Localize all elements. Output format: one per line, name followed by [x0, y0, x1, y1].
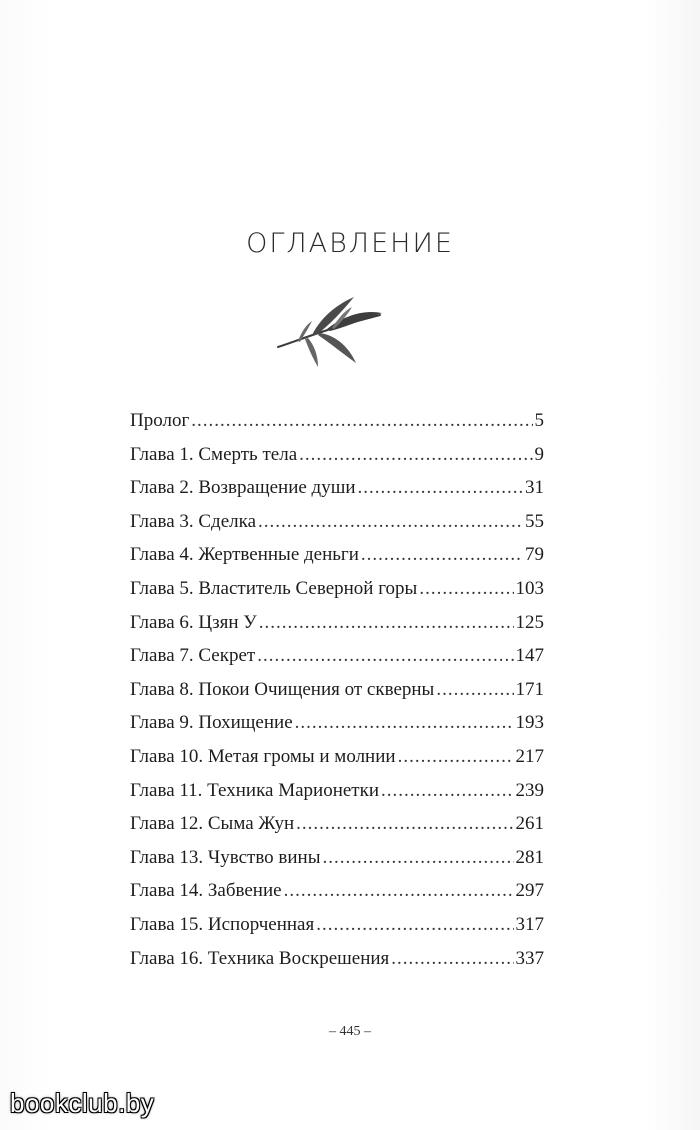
toc-entry	[130, 477, 544, 511]
toc-entry-title: Глава 7. Секрет	[130, 645, 256, 667]
toc-entry-page: 147	[515, 645, 544, 667]
toc-entry-title: Глава 3. Сделка	[130, 510, 257, 532]
toc-entry-title: Глава 15. Испорченная	[130, 913, 315, 935]
toc-leader-dots	[391, 948, 513, 970]
toc-entry-page: 103	[515, 577, 544, 599]
toc-entry	[130, 544, 544, 578]
toc-entry	[130, 612, 544, 646]
toc-leader-dots	[296, 813, 513, 835]
toc-leader-dots	[398, 746, 514, 768]
toc-entry-page: 55	[525, 510, 544, 532]
toc-entry	[130, 880, 544, 914]
toc-entry-page: 5	[534, 410, 544, 431]
toc-entry-page: 171	[515, 678, 544, 700]
toc-entry-title: Глава 6. Цзян У	[130, 611, 257, 633]
toc-entry-page: 79	[525, 544, 544, 566]
watermark: bookclub.by	[10, 1088, 155, 1118]
toc-entry-title: Глава 10. Метая громы и молнии	[130, 745, 396, 767]
toc-entry	[130, 847, 544, 881]
toc-leader-dots	[258, 511, 523, 533]
toc-leader-dots	[191, 410, 532, 432]
toc-entry	[130, 410, 544, 444]
toc-entry-page: 281	[515, 846, 544, 868]
toc-entry-title: Глава 8. Покои Очищения от скверны	[130, 678, 435, 700]
toc-entry-title: Глава 5. Властитель Северной горы	[130, 577, 418, 599]
toc-leader-dots	[322, 847, 513, 869]
toc-entry-page: 193	[515, 712, 544, 734]
toc-entry-title: Глава 2. Возвращение души	[130, 477, 356, 499]
toc-leader-dots	[419, 578, 513, 600]
toc-entry-title: Глава 14. Забвение	[130, 880, 282, 902]
bamboo-leaf-icon	[272, 295, 387, 370]
toc-leader-dots	[358, 477, 523, 499]
toc-leader-dots	[361, 544, 523, 566]
toc-leader-dots	[295, 712, 514, 734]
toc-entry	[130, 780, 544, 814]
toc-entry	[130, 511, 544, 545]
toc-entry	[130, 813, 544, 847]
toc-entry-title: Глава 9. Похищение	[130, 712, 293, 734]
toc-entry-title: Глава 1. Смерть тела	[130, 443, 298, 465]
toc-entry-title: Глава 11. Техника Марионетки	[130, 779, 379, 801]
toc-entry-page: 9	[534, 443, 544, 465]
toc-entry	[130, 444, 544, 478]
toc-entry	[130, 645, 544, 679]
toc-leader-dots	[316, 914, 513, 936]
toc-entry-page: 317	[515, 913, 544, 935]
toc-entry-title: Глава 13. Чувство вины	[130, 846, 321, 868]
table-of-contents	[130, 410, 544, 981]
page-title: ОГЛАВЛЕНИЕ	[246, 228, 454, 259]
toc-entry-title: Глава 16. Техника Воскрешения	[130, 947, 390, 969]
toc-entry-page: 297	[515, 880, 544, 902]
toc-leader-dots	[257, 645, 513, 667]
toc-entry	[130, 948, 544, 982]
toc-entry	[130, 914, 544, 948]
page-number: – 445 –	[329, 1024, 371, 1039]
toc-leader-dots	[284, 880, 514, 902]
toc-entry-page: 337	[515, 947, 544, 969]
toc-entry	[130, 712, 544, 746]
toc-entry-title: Глава 12. Сыма Жун	[130, 813, 295, 835]
toc-entry-title: Пролог	[130, 410, 190, 431]
toc-entry-page: 125	[515, 611, 544, 633]
toc-leader-dots	[259, 612, 514, 634]
toc-entry	[130, 679, 544, 713]
toc-leader-dots	[381, 780, 514, 802]
toc-entry-title: Глава 4. Жертвенные деньги	[130, 544, 359, 566]
toc-entry-page: 261	[515, 813, 544, 835]
toc-entry-page: 239	[515, 779, 544, 801]
toc-entry-page: 31	[525, 477, 544, 499]
toc-entry	[130, 578, 544, 612]
toc-leader-dots	[299, 444, 532, 466]
toc-entry-page: 217	[515, 745, 544, 767]
toc-leader-dots	[436, 679, 513, 701]
toc-entry	[130, 746, 544, 780]
